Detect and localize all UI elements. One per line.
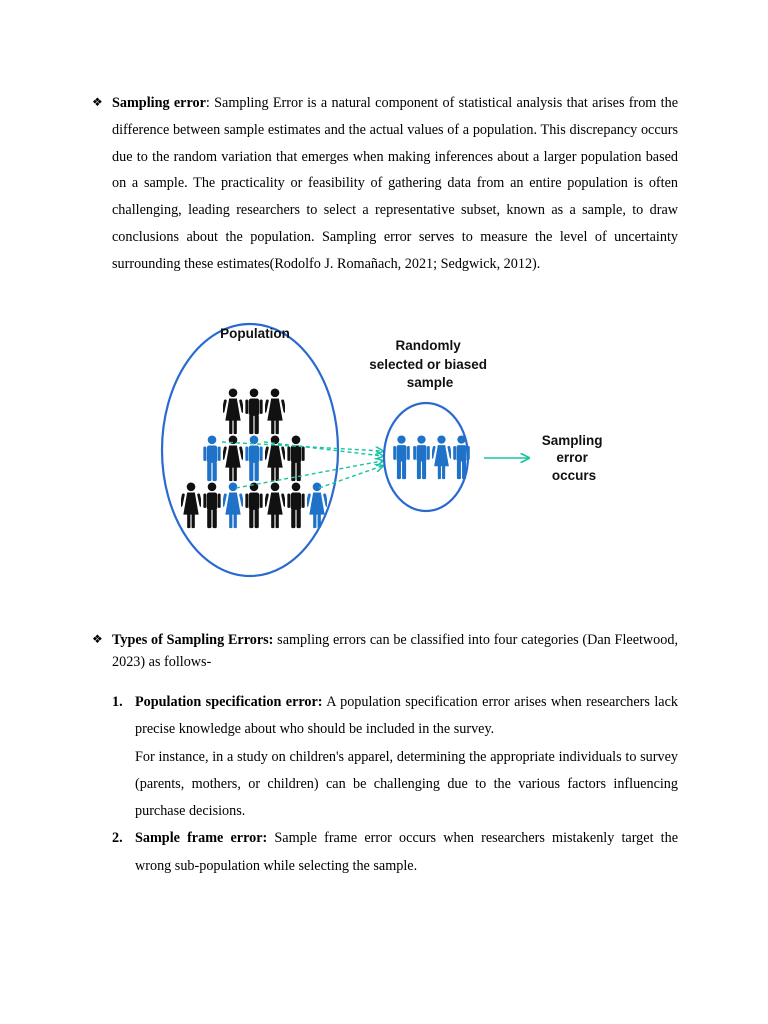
- person-icon: [179, 482, 202, 528]
- list-item: [112, 689, 678, 825]
- list-item-text: [135, 825, 678, 880]
- sampling-error-diagram: [154, 318, 610, 594]
- list-marker: 2.: [112, 830, 123, 847]
- result-label: Sampling error occurs: [541, 433, 603, 483]
- person-icon: [221, 388, 244, 434]
- person-icon: [203, 435, 220, 481]
- sample-people: [393, 435, 470, 479]
- person-icon: [263, 388, 286, 434]
- person-icon: [245, 435, 262, 481]
- sampling-error-paragraph: [92, 89, 678, 278]
- person-icon: [413, 435, 430, 479]
- types-body: sampling errors can be classified into four categories (Dan Fleetwood, 2023) as follows-: [112, 632, 679, 670]
- sampling-error-body: : Sampling Error is a natural component of statistical analysis that arises from the difference between sample estimates and the actual values of a population. This discrepancy occurs due to the random variation that emerges when making inferences about a larger population based on a sample. The practicality or feasibility of gathering data from an entire population is often challenging, leading researchers to select a representative subset, known as a sample, to draw conclusions about the population. Sampling error serves to measure the level of uncertainty surrounding these estimates(Rodolfo J. Romañach, 2021; Sedgwick, 2012).: [112, 95, 678, 272]
- person-icon: [245, 482, 262, 528]
- list-item-term: Sample frame error:: [135, 830, 268, 847]
- diamond-bullet-icon: ❖: [92, 95, 103, 109]
- types-section: [92, 628, 678, 673]
- person-icon: [393, 435, 410, 479]
- person-icon: [305, 482, 328, 528]
- sample-label: Randomly selected or biased sample: [369, 338, 488, 390]
- list-item-body: A population specification error arises when researchers lack precise knowledge about who should be included in the survey.: [135, 694, 678, 738]
- person-icon: [287, 435, 304, 481]
- list-item: [112, 825, 678, 880]
- list-item-text: [135, 689, 678, 744]
- sampling-error-section: [92, 89, 678, 278]
- population-label: Population: [220, 326, 290, 341]
- person-icon: [287, 482, 304, 528]
- list-item-term: Population specification error:: [135, 694, 323, 710]
- list-item-extra: For instance, in a study on children's apparel, determining the appropriate individuals to survey (parents, mothers, or children) can be challenging due to the various factors influencing purchase decisions.: [135, 748, 678, 820]
- sampling-error-types-list: [112, 689, 678, 880]
- list-marker: 1.: [112, 694, 123, 710]
- person-icon: [221, 482, 244, 528]
- types-term: Types of Sampling Errors:: [112, 632, 274, 648]
- list-item-body: Sample frame error occurs when researchers mistakenly target the wrong sub-population while selecting the sample.: [135, 830, 678, 874]
- population-people: [179, 388, 328, 528]
- person-icon: [203, 482, 220, 528]
- diamond-bullet-icon: ❖: [92, 632, 103, 646]
- person-icon: [430, 435, 452, 479]
- types-paragraph: [92, 628, 678, 673]
- sampling-error-term: Sampling error: [112, 95, 206, 111]
- person-icon: [263, 482, 286, 528]
- person-icon: [245, 388, 262, 434]
